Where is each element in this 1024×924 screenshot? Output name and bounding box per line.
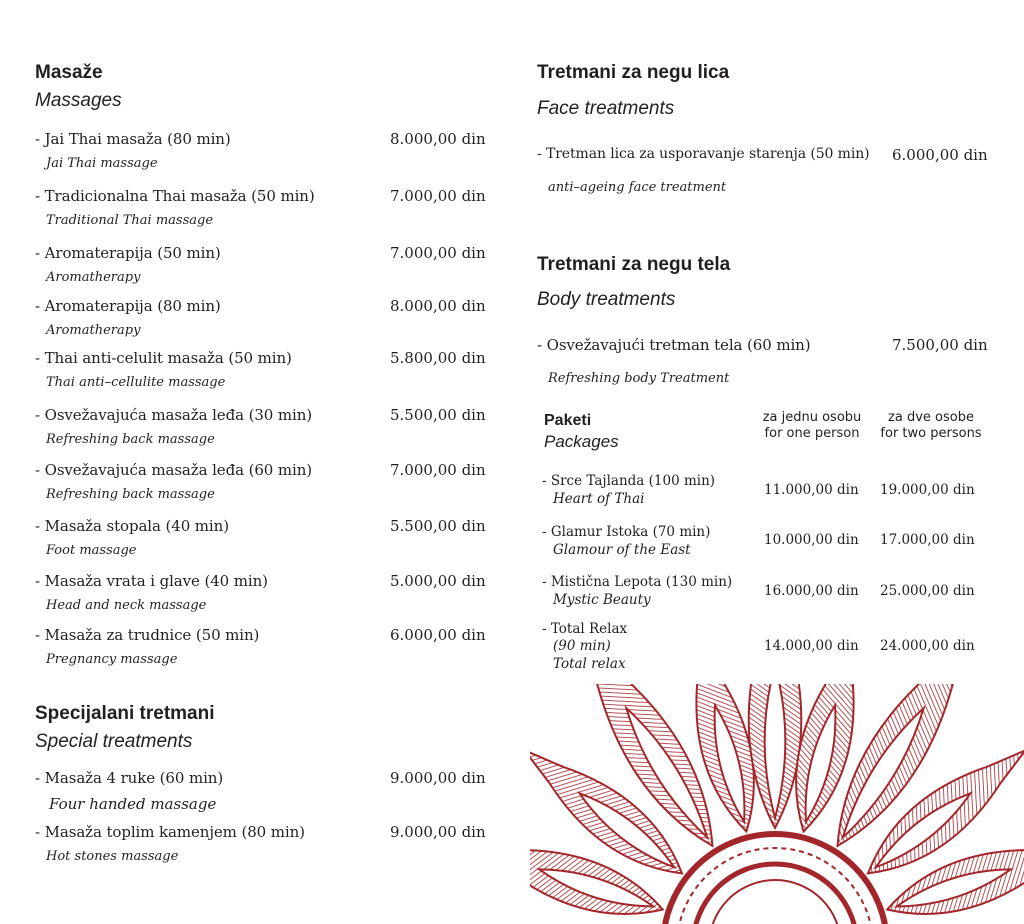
mandala-ornament-icon <box>530 684 1024 924</box>
list-item: - Masaža stopala (40 min) Foot massage 5.500,00 din <box>35 517 486 558</box>
col-head-one-person: za jednu osobu for one person <box>762 410 862 441</box>
body-subtitle: Body treatments <box>537 289 676 310</box>
special-subtitle: Special treatments <box>35 731 193 752</box>
body-title: Tretmani za negu tela <box>537 254 731 275</box>
packages-title: Paketi <box>544 412 592 429</box>
packages-subtitle: Packages <box>544 432 619 451</box>
list-item: - Thai anti-celulit masaža (50 min) Thai anti–cellulite massage 5.800,00 din <box>35 349 486 390</box>
list-item: - Masaža 4 ruke (60 min) Four handed massage 9.000,00 din <box>35 769 486 813</box>
list-item: - Aromaterapija (80 min) Aromatherapy 8.000,00 din <box>35 297 486 338</box>
face-title: Tretmani za negu lica <box>537 62 730 83</box>
list-item: - Tradicionalna Thai masaža (50 min) Traditional Thai massage 7.000,00 din <box>35 187 486 228</box>
list-item: - Masaža za trudnice (50 min) Pregnancy massage 6.000,00 din <box>35 626 486 667</box>
list-item: - Aromaterapija (50 min) Aromatherapy 7.000,00 din <box>35 244 486 285</box>
list-item: - Masaža vrata i glave (40 min) Head and neck massage 5.000,00 din <box>35 572 486 613</box>
mandala-petals <box>530 684 1024 924</box>
list-item: - Osvežavajuća masaža leđa (60 min) Refreshing back massage 7.000,00 din <box>35 461 486 502</box>
special-title: Specijalani tretmani <box>35 703 215 724</box>
list-item: - Masaža toplim kamenjem (80 min) Hot stones massage 9.000,00 din <box>35 823 486 864</box>
massages-title: Masaže <box>35 62 103 83</box>
list-item: - Tretman lica za usporavanje starenja (50 min) anti–ageing face treatment 6.000,00 din <box>537 146 988 195</box>
col-head-two-persons: za dve osobe for two persons <box>880 410 982 441</box>
mandala-ring-core <box>709 880 841 924</box>
list-item: - Osvežavajuća masaža leđa (30 min) Refreshing back massage 5.500,00 din <box>35 406 486 447</box>
list-item: - Jai Thai masaža (80 min) Jai Thai massage 8.000,00 din <box>35 130 486 171</box>
packages-heading <box>544 412 619 452</box>
face-subtitle: Face treatments <box>537 98 675 119</box>
massages-subtitle: Massages <box>35 90 122 111</box>
list-item: - Osvežavajući tretman tela (60 min) Refreshing body Treatment 7.500,00 din <box>537 336 988 386</box>
